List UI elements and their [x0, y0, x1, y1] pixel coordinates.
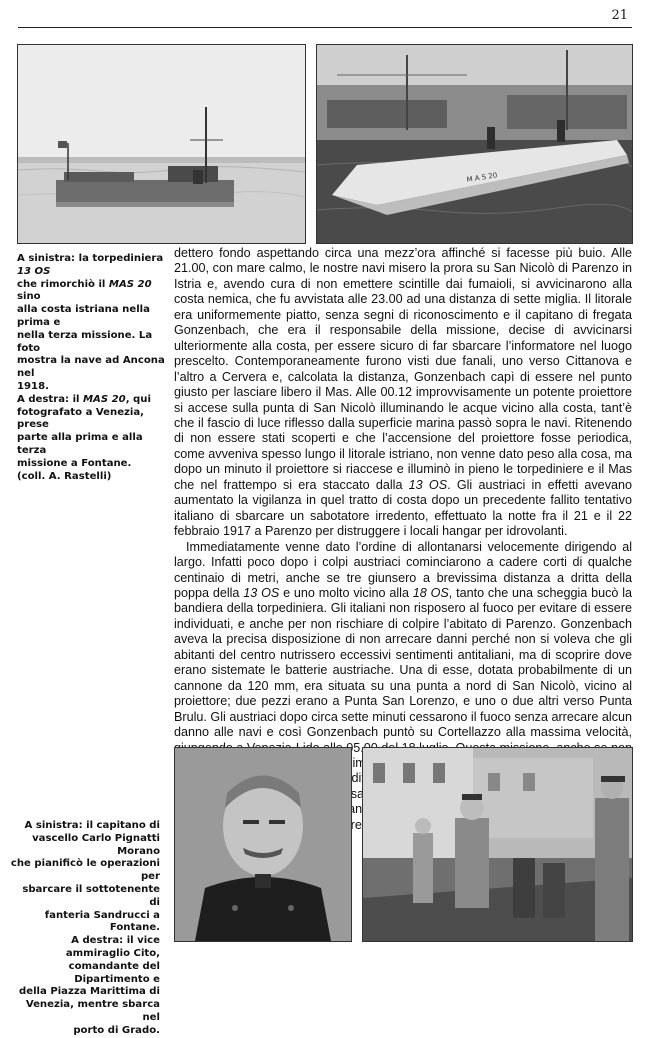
caption-line: mostra la nave ad Ancona nel [17, 355, 165, 380]
caption-line: A destra: il vice ammiraglio Cito, [65, 935, 160, 959]
caption-line: vascello Carlo Pignatti Morano [32, 832, 160, 857]
caption-line: 1918. [17, 380, 49, 392]
caption-line: che rimorchiò il MAS 20 sino [17, 278, 152, 303]
caption-line: A sinistra: il capitano di [24, 820, 160, 831]
caption-line: comandante del Dipartimento e [68, 960, 160, 985]
mas-hull-marking: M A S 20 [466, 171, 498, 184]
caption-line: fanteria Sandrucci a Fontane. [44, 909, 160, 934]
caption-top-photos [17, 253, 169, 483]
caption-line: Venezia, mentre sbarca nel [25, 999, 160, 1023]
torpedo-boat-illustration [18, 45, 305, 243]
caption-line: fotografato a Venezia, prese [17, 406, 145, 431]
caption-line: nella terza missione. La foto [17, 329, 153, 354]
admiral-cito-illustration [363, 748, 632, 941]
portrait-illustration [175, 748, 351, 941]
photo-mas-20 [316, 44, 633, 244]
caption-line: parte alla prima e alla terza [17, 432, 143, 456]
caption-line: che pianificò le operazioni per [10, 858, 160, 883]
article-paragraph-1: dettero fondo aspettando circa una mezz’ora affinché si facesse più buio. Alle 21.00, con mare calmo, le nostre navi misero la prora su San Nicolò di Parenzo in Istria e, avendo cura di non emettere scintille dai fumaioli, si avvicinarono alla costa nemica, che fu avvistata alle 23.00 ad una distanza di sette miglia. Il litorale era uniformemente piatto, senza segni di riconoscimento e il capitano di fregata Gonzenbach, che era il responsabile della missione, decise di avvicinarsi ulteriormente alla costa, per essere sicuro di far sbarcare l’informatore nel luogo prescelto. Contemporaneamente furono visti due fanali, uno verso Cittanova e l’altro a Cervera e, calcolata la distanza, Gonzenbach capì di essere nel punto giusto per lasciare libero il Mas. Alle 00.12 improvvisamente un potente proiettore si accese sulla punta di San Nicolò illuminando le acque vicino alla costa, tant’è che il fascio di luce riflesso dalla superficie marina passò sopra le navi. Ritenendo di non essere stati scoperti e che l’accensione del proiettore fosse periodica, come avveniva spesso lungo il litorale istriano, non venne dato peso alla cosa, ma dopo un minuto il proiettore si riaccese e illuminò in pieno le torpediniere e il Mas che nel frattempo si era staccato dalla 13 OS. Gli austriaci in effetti avevano aumentato la vigilanza in quel tratto di costa dopo un precedente fallito tentativo italiano di sbarcare un sabotatore irredento, effettuato la notte fra il 21 e il 22 febbraio 1917 a Parenzo per distruggere i locali hangar per idrovolanti. [174, 246, 632, 539]
caption-line: alla costa istriana nella prima e [17, 304, 150, 328]
photo-torpedo-boat [17, 44, 306, 244]
caption-line: della Piazza Marittima di [19, 986, 160, 998]
photo-admiral-cito [362, 747, 633, 942]
photo-portrait-pignatti-morano [174, 747, 352, 942]
caption-credit: (coll. A. Rastelli) [17, 470, 112, 482]
header-rule [18, 27, 632, 28]
caption-line: A destra: il MAS 20, qui [17, 393, 151, 405]
caption-line: sbarcare il sottotenente di [22, 883, 160, 908]
mas-20-illustration [317, 45, 632, 243]
caption-line: missione a Fontane. [17, 457, 132, 469]
caption-line: porto di Grado. [73, 1024, 160, 1036]
caption-bottom-photos [10, 820, 160, 1038]
article-paragraph-2: Immediatamente venne dato l’ordine di allontanarsi velocemente dirigendo al largo. Infatti poco dopo i colpi austriaci cominciarono a cadere corti di qualche centinaio di metri, anche se tre giunsero a brevissima distanza a dritta della poppa della 13 OS e uno molto vicino alla 18 OS, tanto che una scheggia bucò la bandiera della torpediniera. Gli italiani non risposero al fuoco per evitare di essere individuati, e anche per non rischiare di colpire l’abitato di Parenzo. Gonzenbach aveva la precisa disposizione di non arrecare danni perché non si voleva che gli abitanti del centro nutrissero eccessivi sentimenti antitaliani, ma di scoprire dove erano sistemate le batterie austriache. Una di esse, dotata probabilmente di un cannone da 120 mm, era situata su una punta a nord di San Nicolò, vicino al proiettore; due pezzi erano a Punta San Lorenzo, e uno o due altri verso Punta Brulu. Gli austriaci dopo circa sette minuti cessarono il fuoco senza arrecare alcun danno alle navi e così Gonzenbach puntò su Cortellazzo alla massima velocità, [174, 539, 632, 740]
caption-line: A sinistra: la torpediniera 13 OS [17, 253, 164, 277]
page-number: 21 [611, 8, 628, 23]
